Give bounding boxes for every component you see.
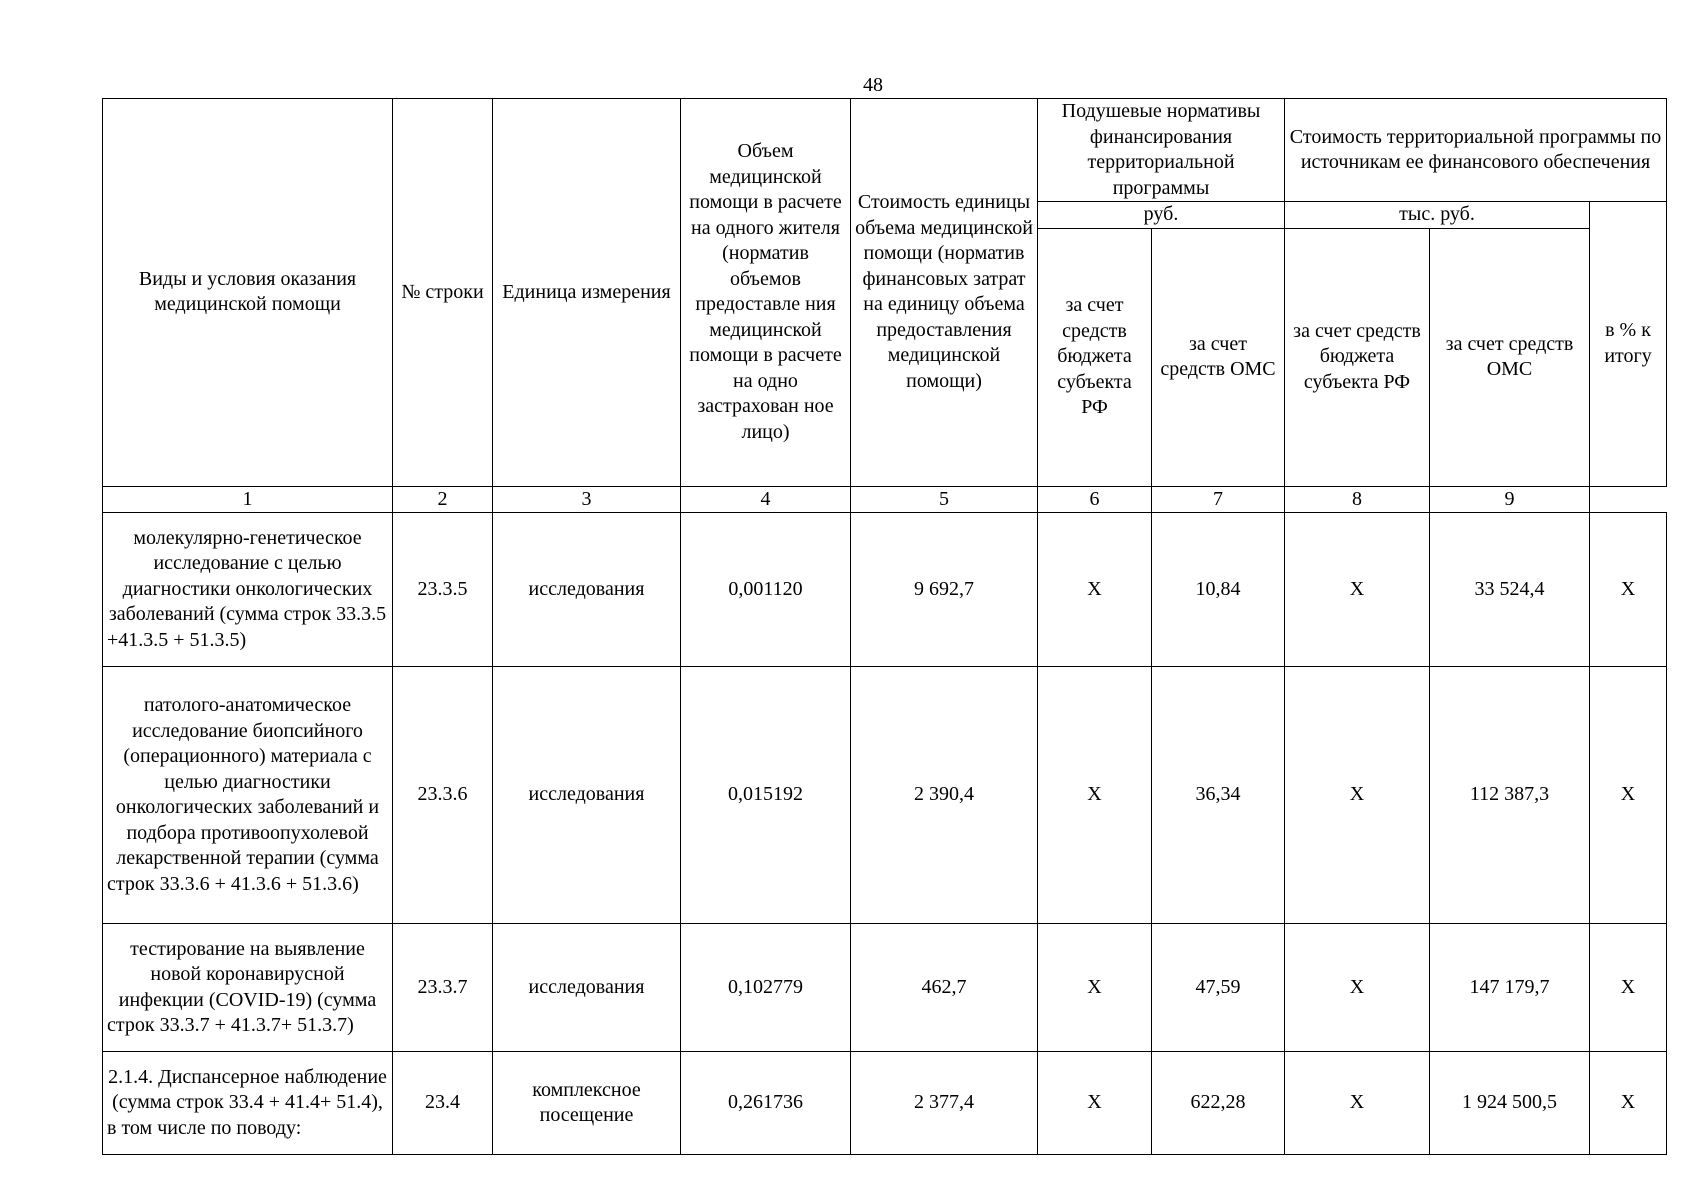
column-number: 6 bbox=[1038, 486, 1152, 513]
row-oms-per-capita: 622,28 bbox=[1152, 1052, 1285, 1155]
row-unit: исследования bbox=[493, 513, 681, 667]
row-oms-total: 33 524,4 bbox=[1430, 513, 1590, 667]
row-budget-total: X bbox=[1285, 513, 1430, 667]
column-number: 9 bbox=[1430, 486, 1590, 513]
column-number-row bbox=[103, 486, 1667, 513]
row-budget-total: X bbox=[1285, 667, 1430, 924]
row-budget-per-capita: X bbox=[1038, 513, 1152, 667]
header-unit-thousand-rub: тыс. руб. bbox=[1285, 202, 1590, 229]
row-number: 23.3.7 bbox=[393, 924, 493, 1052]
column-number: 1 bbox=[103, 486, 393, 513]
row-number: 23.4 bbox=[393, 1052, 493, 1155]
territorial-program-table bbox=[102, 98, 1667, 1155]
header-volume: Объем медицинской помощи в расчете на одного жителя (норматив объемов предоставле ния медицинской помощи в расчете на одно застрахован ное лицо) bbox=[681, 99, 851, 487]
row-unit: исследования bbox=[493, 924, 681, 1052]
row-unit: комплексное посещение bbox=[493, 1052, 681, 1155]
row-oms-total: 112 387,3 bbox=[1430, 667, 1590, 924]
row-budget-total: X bbox=[1285, 1052, 1430, 1155]
row-percent: X bbox=[1590, 513, 1667, 667]
row-percent: X bbox=[1590, 1052, 1667, 1155]
header-group-per-capita: Подушевые нормативы финансирования территориальной программы bbox=[1038, 99, 1285, 202]
column-number: 4 bbox=[681, 486, 851, 513]
row-name: молекулярно-генетическое исследование с целью диагностики онкологических заболеваний (сумма строк 33.3.5 +41.3.5 + 51.3.5) bbox=[103, 513, 393, 667]
row-name: 2.1.4. Диспансерное наблюдение (сумма строк 33.4 + 41.4+ 51.4), в том числе по поводу: bbox=[103, 1052, 393, 1155]
table-row bbox=[103, 1052, 1667, 1155]
header-budget-per-capita: за счет средств бюджета субъекта РФ bbox=[1038, 228, 1152, 486]
row-cost: 2 390,4 bbox=[851, 667, 1038, 924]
row-cost: 462,7 bbox=[851, 924, 1038, 1052]
row-name: тестирование на выявление новой коронавирусной инфекции (COVID-19) (сумма строк 33.3.7 + 41.3.7+ 51.3.7) bbox=[103, 924, 393, 1052]
table-row bbox=[103, 924, 1667, 1052]
row-volume: 0,261736 bbox=[681, 1052, 851, 1155]
table-row bbox=[103, 513, 1667, 667]
header-unit: Единица измерения bbox=[493, 99, 681, 487]
row-budget-per-capita: X bbox=[1038, 667, 1152, 924]
row-volume: 0,015192 bbox=[681, 667, 851, 924]
page-number: 48 bbox=[863, 74, 883, 96]
row-volume: 0,102779 bbox=[681, 924, 851, 1052]
row-budget-per-capita: X bbox=[1038, 924, 1152, 1052]
header-percent: в % к итогу bbox=[1590, 202, 1667, 487]
row-cost: 2 377,4 bbox=[851, 1052, 1038, 1155]
row-percent: X bbox=[1590, 924, 1667, 1052]
column-number: 7 bbox=[1152, 486, 1285, 513]
header-row-no: № строки bbox=[393, 99, 493, 487]
header-oms-per-capita: за счет средств ОМС bbox=[1152, 228, 1285, 486]
header-unit-rub: руб. bbox=[1038, 202, 1285, 229]
row-oms-per-capita: 10,84 bbox=[1152, 513, 1285, 667]
table-header bbox=[103, 99, 1667, 513]
row-oms-per-capita: 47,59 bbox=[1152, 924, 1285, 1052]
row-number: 23.3.5 bbox=[393, 513, 493, 667]
column-number: 2 bbox=[393, 486, 493, 513]
header-budget-total: за счет средств бюджета субъекта РФ bbox=[1285, 228, 1430, 486]
row-oms-total: 1 924 500,5 bbox=[1430, 1052, 1590, 1155]
row-oms-per-capita: 36,34 bbox=[1152, 667, 1285, 924]
column-number: 5 bbox=[851, 486, 1038, 513]
table-row bbox=[103, 667, 1667, 924]
row-volume: 0,001120 bbox=[681, 513, 851, 667]
column-number: 8 bbox=[1285, 486, 1430, 513]
row-name: патолого-анатомическое исследование биопсийного (операционного) материала с целью диагностики онкологических заболеваний и подбора противоопухолевой лекарственной терапии (сумма строк 33.3.6 + 41.3.6 + 51.3.6) bbox=[103, 667, 393, 924]
header-group-program-cost: Стоимость территориальной программы по источникам ее финансового обеспечения bbox=[1285, 99, 1667, 202]
header-cost: Стоимость единицы объема медицинской помощи (норматив финансовых затрат на единицу объема предоставления медицинской помощи) bbox=[851, 99, 1038, 487]
row-number: 23.3.6 bbox=[393, 667, 493, 924]
table-body bbox=[103, 513, 1667, 1155]
header-kind: Виды и условия оказания медицинской помощи bbox=[103, 99, 393, 487]
row-budget-per-capita: X bbox=[1038, 1052, 1152, 1155]
column-number: 3 bbox=[493, 486, 681, 513]
row-budget-total: X bbox=[1285, 924, 1430, 1052]
row-percent: X bbox=[1590, 667, 1667, 924]
row-oms-total: 147 179,7 bbox=[1430, 924, 1590, 1052]
row-cost: 9 692,7 bbox=[851, 513, 1038, 667]
row-unit: исследования bbox=[493, 667, 681, 924]
header-oms-total: за счет средств ОМС bbox=[1430, 228, 1590, 486]
